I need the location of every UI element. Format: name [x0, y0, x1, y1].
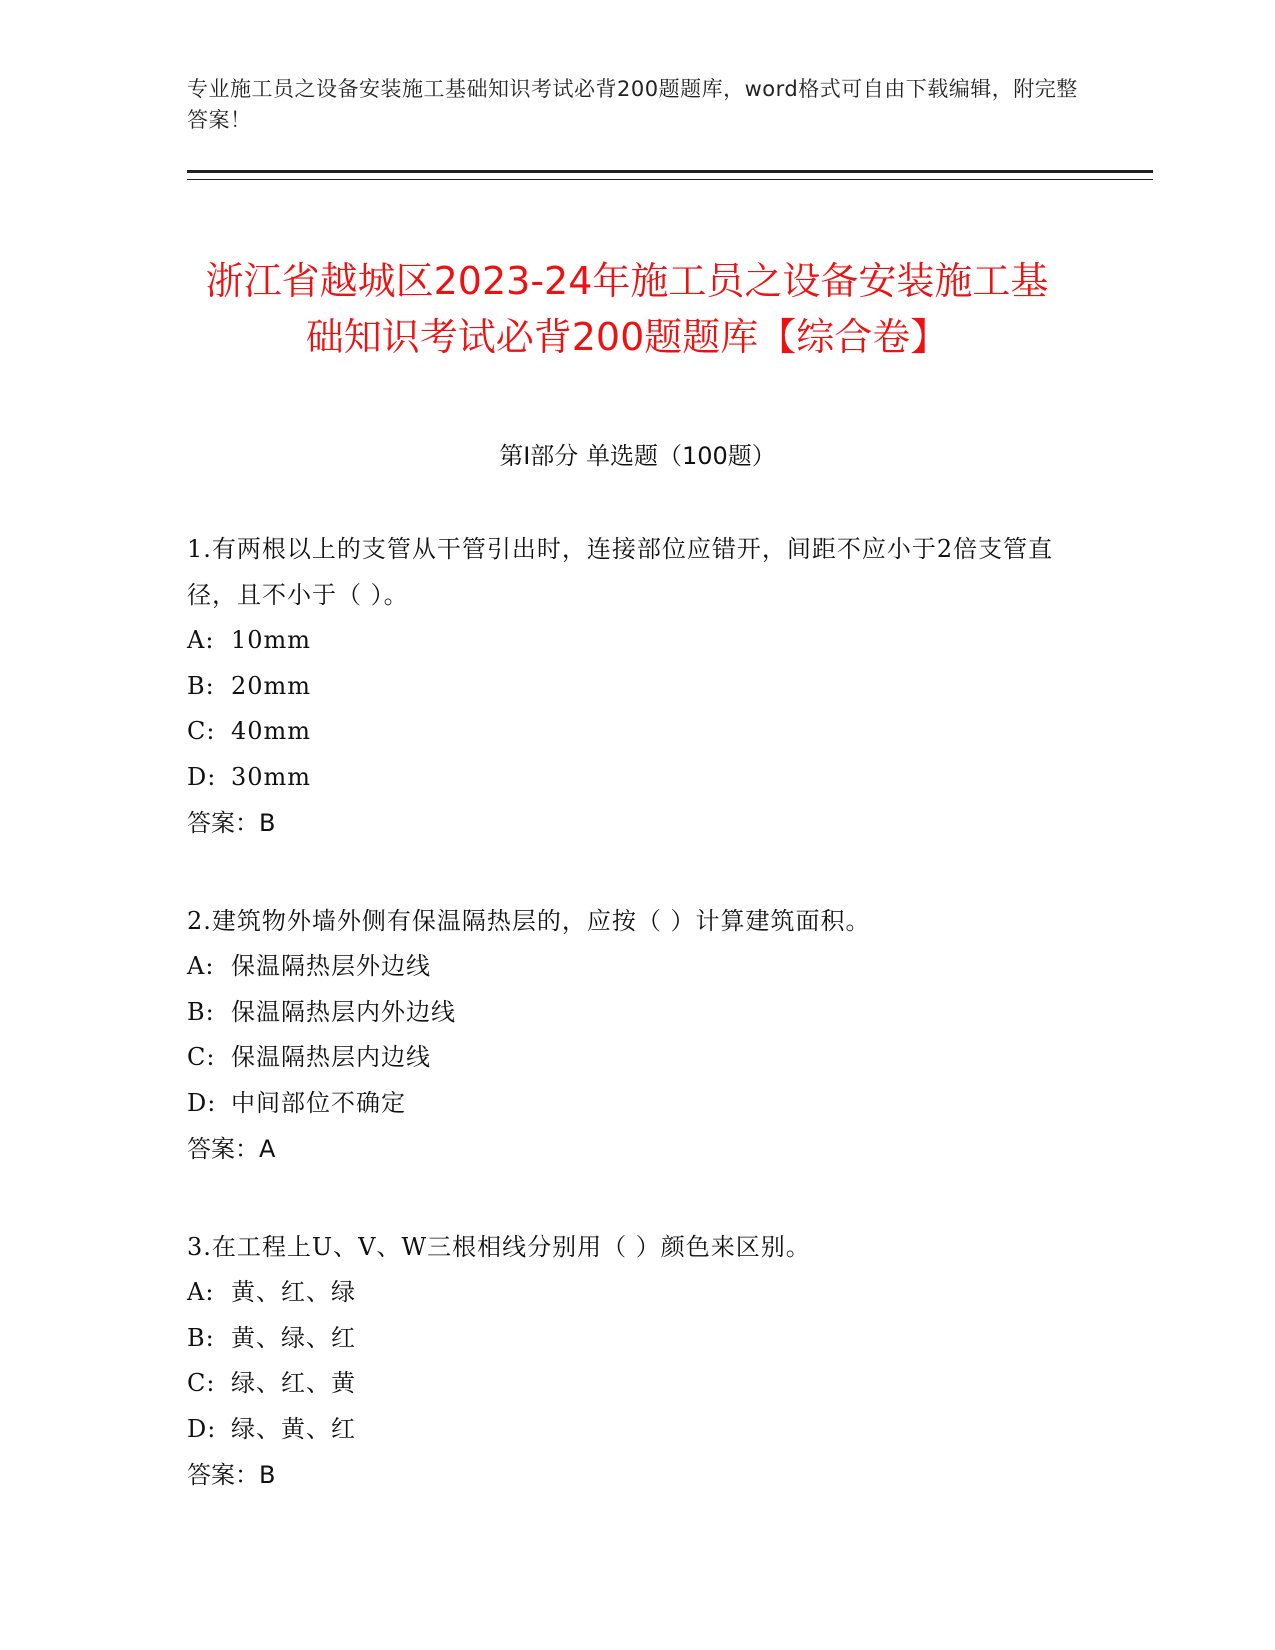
option-b	[187, 1316, 1087, 1362]
question-stem: 3.在工程上U、V、W三根相线分别用（ ）颜色来区别。	[187, 1233, 811, 1261]
option-text: 保温隔热层外边线	[231, 952, 431, 980]
option-c	[187, 1361, 1087, 1407]
option-a	[187, 1270, 1087, 1316]
option-b	[187, 664, 1087, 710]
question-1	[187, 526, 1087, 846]
option-text: 黄、红、绿	[231, 1278, 356, 1306]
option-text: 绿、红、黄	[231, 1369, 356, 1397]
option-key: B:	[187, 1323, 215, 1352]
question-stem: 1.有两根以上的支管从干管引出时，连接部位应错开，间距不应小于2倍支管直径，且不小于（ ）。	[187, 535, 1054, 609]
header-divider-thin	[187, 179, 1153, 180]
option-key: C:	[187, 1043, 216, 1071]
option-d	[187, 1081, 1087, 1127]
header-note: 专业施工员之设备安装施工基础知识考试必背200题题库，word格式可自由下载编辑，附完整答案！	[187, 77, 1078, 132]
option-d	[187, 755, 1087, 801]
option-b	[187, 990, 1087, 1036]
option-text: 20mm	[231, 671, 312, 700]
answer: 答案：B	[187, 809, 276, 837]
question-stem: 2.建筑物外墙外侧有保温隔热层的，应按（ ）计算建筑面积。	[187, 907, 871, 935]
question-2	[187, 898, 1087, 1172]
option-text: 40mm	[231, 717, 312, 745]
option-text: 保温隔热层内边线	[231, 1043, 431, 1071]
option-a	[187, 618, 1087, 664]
option-key: D:	[187, 1414, 217, 1443]
option-text: 30mm	[231, 762, 312, 791]
option-key: B:	[187, 997, 215, 1026]
answer: 答案：A	[187, 1135, 276, 1163]
option-key: A:	[187, 626, 215, 654]
option-key: D:	[187, 1088, 217, 1117]
option-text: 绿、黄、红	[231, 1414, 356, 1443]
option-text: 黄、绿、红	[231, 1323, 356, 1352]
option-key: D:	[187, 762, 217, 791]
header-divider-thick	[187, 170, 1153, 173]
option-key: A:	[187, 952, 215, 980]
option-key: C:	[187, 1369, 216, 1397]
question-list	[187, 526, 1087, 1550]
document-title: 浙江省越城区2023-24年施工员之设备安装施工基础知识考试必背200题题库【综合卷】	[205, 259, 1049, 360]
option-text: 10mm	[231, 626, 312, 654]
option-key: C:	[187, 717, 216, 745]
option-c	[187, 1035, 1087, 1081]
option-key: B:	[187, 671, 215, 700]
option-c	[187, 709, 1087, 755]
answer: 答案：B	[187, 1461, 276, 1489]
option-text: 中间部位不确定	[231, 1088, 406, 1117]
option-text: 保温隔热层内外边线	[231, 997, 456, 1026]
option-key: A:	[187, 1278, 215, 1306]
section-heading: 第I部分 单选题（100题）	[499, 442, 776, 470]
option-a	[187, 944, 1087, 990]
question-3	[187, 1224, 1087, 1498]
option-d	[187, 1407, 1087, 1453]
